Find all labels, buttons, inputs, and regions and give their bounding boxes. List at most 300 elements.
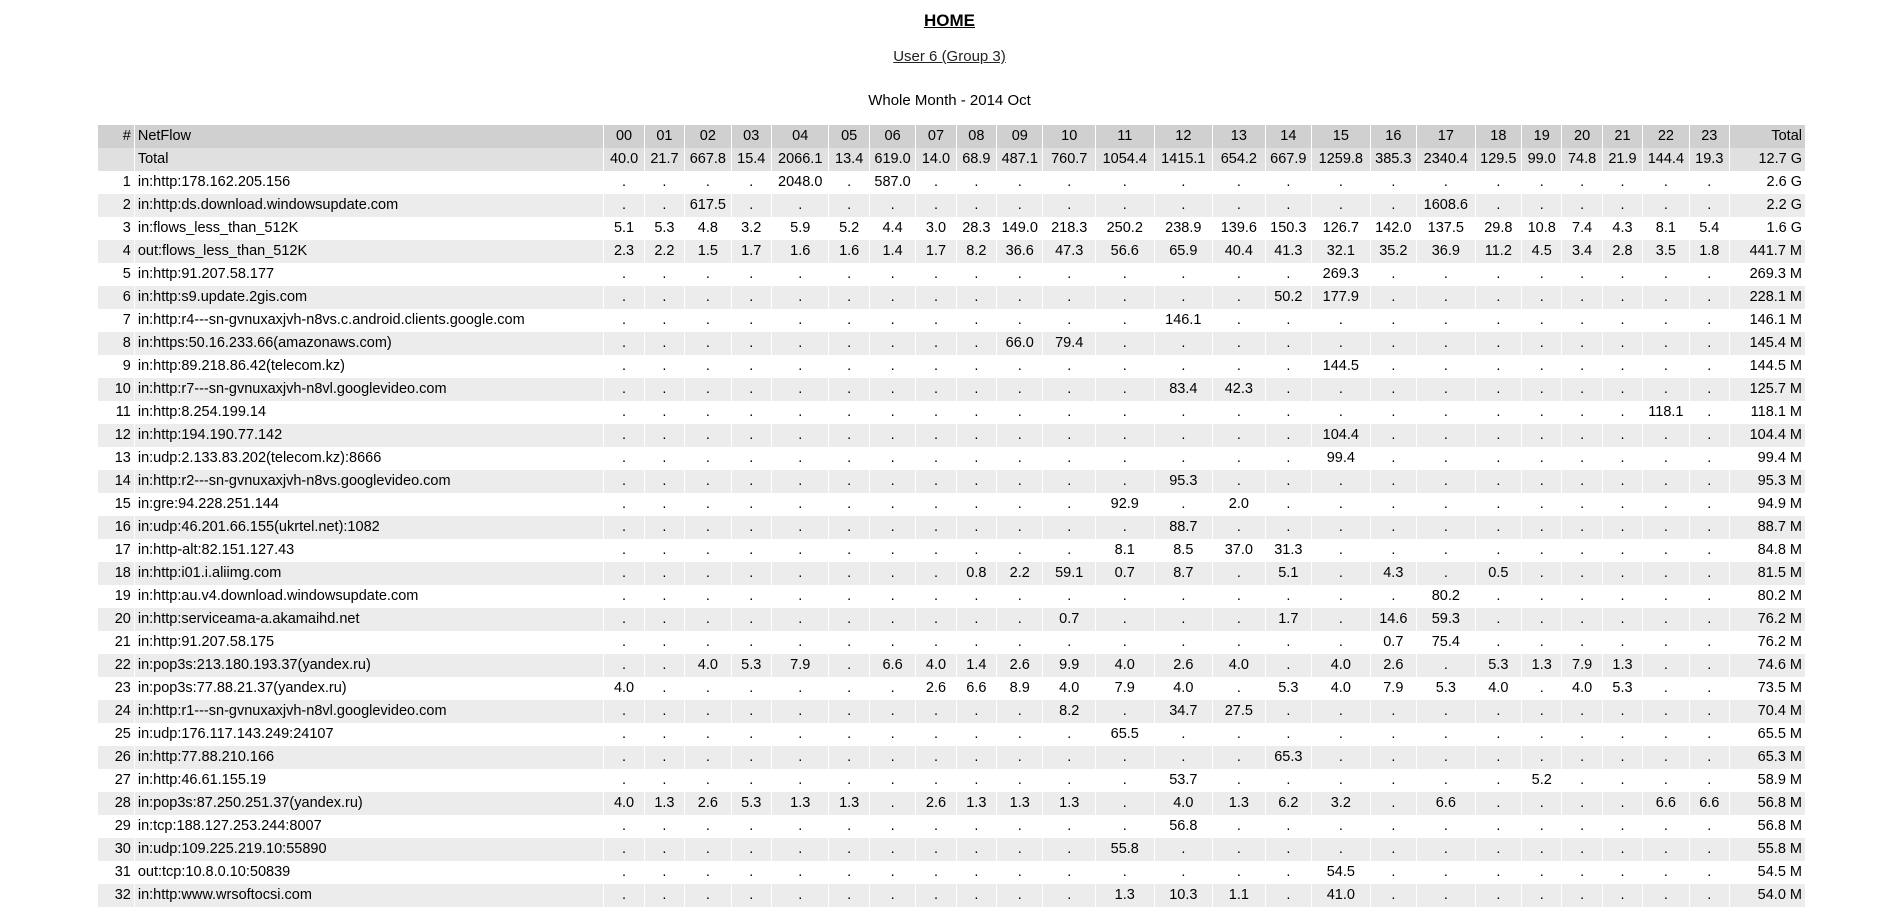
hour-value: .: [1643, 700, 1689, 723]
hour-value: .: [644, 838, 684, 861]
hour-value: .: [685, 884, 731, 907]
hour-value: .: [685, 861, 731, 884]
hour-value: .: [731, 838, 771, 861]
hour-value: .: [731, 585, 771, 608]
hour-value: 6.6: [1689, 792, 1729, 815]
total-row-hour-value: 487.1: [997, 148, 1043, 171]
hour-value: .: [604, 401, 644, 424]
hour-value: .: [1689, 631, 1729, 654]
hour-value: .: [1689, 194, 1729, 217]
hour-value: .: [1213, 838, 1266, 861]
hour-value: .: [644, 815, 684, 838]
hour-value: .: [771, 332, 829, 355]
hour-value: .: [604, 378, 644, 401]
hour-value: .: [869, 401, 915, 424]
hour-value: .: [1312, 332, 1371, 355]
hour-value: .: [1602, 539, 1642, 562]
hour-value: .: [1213, 769, 1266, 792]
hour-value: .: [1265, 700, 1311, 723]
hour-value: .: [1602, 470, 1642, 493]
hour-value: .: [1312, 171, 1371, 194]
column-header-hour: 21: [1602, 125, 1642, 148]
hour-value: 4.0: [604, 792, 644, 815]
hour-value: .: [1689, 470, 1729, 493]
netflow-name: in:http:r2---sn-gvnuxaxjvh-n8vs.googlevideo.com: [137, 473, 451, 489]
hour-value: .: [1602, 631, 1642, 654]
hour-value: .: [1213, 585, 1266, 608]
hour-value: .: [869, 884, 915, 907]
row-index: 30: [98, 838, 134, 861]
hour-value: .: [956, 401, 996, 424]
hour-value: .: [997, 723, 1043, 746]
hour-value: .: [731, 516, 771, 539]
hour-value: 126.7: [1312, 217, 1371, 240]
home-link[interactable]: HOME: [924, 11, 975, 30]
hour-value: .: [956, 746, 996, 769]
hour-value: .: [685, 815, 731, 838]
hour-value: 4.0: [1475, 677, 1521, 700]
hour-value: .: [1475, 585, 1521, 608]
hour-value: .: [916, 470, 956, 493]
hour-value: .: [604, 424, 644, 447]
hour-value: 59.1: [1043, 562, 1096, 585]
hour-value: .: [1312, 769, 1371, 792]
hour-value: .: [685, 332, 731, 355]
hour-value: .: [771, 585, 829, 608]
hour-value: .: [1095, 746, 1154, 769]
hour-value: .: [1043, 631, 1096, 654]
row-netflow-cell: [134, 769, 604, 792]
hour-value: .: [604, 769, 644, 792]
table-row: [98, 263, 1806, 286]
hour-value: .: [869, 355, 915, 378]
hour-value: .: [771, 493, 829, 516]
hour-value: .: [829, 194, 869, 217]
total-row-hour-value: 619.0: [869, 148, 915, 171]
hour-value: .: [1370, 263, 1416, 286]
hour-value: 3.2: [731, 217, 771, 240]
hour-value: .: [1643, 194, 1689, 217]
hour-value: .: [869, 861, 915, 884]
hour-value: 1.3: [771, 792, 829, 815]
hour-value: 4.0: [1043, 677, 1096, 700]
hour-value: .: [829, 355, 869, 378]
hour-value: .: [1689, 378, 1729, 401]
hour-value: .: [1689, 401, 1729, 424]
hour-value: .: [685, 838, 731, 861]
hour-value: 83.4: [1154, 378, 1213, 401]
hour-value: .: [1265, 769, 1311, 792]
hour-value: .: [685, 562, 731, 585]
hour-value: .: [731, 470, 771, 493]
table-row: [98, 723, 1806, 746]
hour-value: .: [1370, 493, 1416, 516]
hour-value: .: [1689, 447, 1729, 470]
hour-value: 4.8: [685, 217, 731, 240]
hour-value: .: [1154, 401, 1213, 424]
row-index: 23: [98, 677, 134, 700]
hour-value: .: [1370, 884, 1416, 907]
hour-value: .: [1154, 861, 1213, 884]
hour-value: .: [997, 378, 1043, 401]
hour-value: .: [1095, 309, 1154, 332]
table-row: [98, 447, 1806, 470]
hour-value: .: [1043, 378, 1096, 401]
hour-value: .: [1095, 194, 1154, 217]
home-heading: [0, 11, 1899, 31]
hour-value: 2.2: [997, 562, 1043, 585]
hour-value: .: [829, 746, 869, 769]
row-netflow-cell: [134, 378, 604, 401]
hour-value: .: [685, 355, 731, 378]
hour-value: .: [644, 884, 684, 907]
hour-value: .: [1562, 700, 1602, 723]
hour-value: .: [1562, 171, 1602, 194]
hour-value: .: [1213, 723, 1266, 746]
hour-value: .: [1043, 401, 1096, 424]
hour-value: .: [1522, 378, 1562, 401]
hour-value: 5.1: [604, 217, 644, 240]
hour-value: .: [1602, 884, 1642, 907]
row-total: 54.5 M: [1729, 861, 1805, 884]
hour-value: .: [956, 861, 996, 884]
hour-value: .: [1370, 286, 1416, 309]
hour-value: .: [869, 746, 915, 769]
total-row-label: Total: [134, 148, 604, 171]
hour-value: .: [1417, 470, 1476, 493]
hour-value: .: [829, 447, 869, 470]
row-netflow-cell: [134, 654, 604, 677]
hour-value: .: [829, 585, 869, 608]
hour-value: 8.2: [1043, 700, 1096, 723]
row-total: 2.2 G: [1729, 194, 1805, 217]
hour-value: 1608.6: [1417, 194, 1476, 217]
hour-value: .: [1370, 700, 1416, 723]
hour-value: .: [1475, 746, 1521, 769]
hour-value: 6.6: [956, 677, 996, 700]
row-netflow-cell: [134, 171, 604, 194]
hour-value: .: [1043, 171, 1096, 194]
hour-value: 3.4: [1562, 240, 1602, 263]
hour-value: .: [1643, 562, 1689, 585]
hour-value: 1.7: [916, 240, 956, 263]
hour-value: .: [1417, 769, 1476, 792]
hour-value: .: [1043, 746, 1096, 769]
hour-value: .: [997, 424, 1043, 447]
hour-value: .: [644, 447, 684, 470]
hour-value: .: [1312, 608, 1371, 631]
hour-value: .: [997, 355, 1043, 378]
row-index: 10: [98, 378, 134, 401]
total-row-hour-value: 667.9: [1265, 148, 1311, 171]
hour-value: .: [1265, 493, 1311, 516]
row-netflow-cell: [134, 240, 604, 263]
hour-value: .: [956, 355, 996, 378]
hour-value: .: [1475, 470, 1521, 493]
row-netflow-cell: [134, 608, 604, 631]
table-row: [98, 171, 1806, 194]
hour-value: .: [869, 838, 915, 861]
hour-value: .: [1043, 470, 1096, 493]
hour-value: .: [604, 539, 644, 562]
hour-value: 88.7: [1154, 516, 1213, 539]
total-row-hour-value: 40.0: [604, 148, 644, 171]
hour-value: .: [1154, 838, 1213, 861]
hour-value: 7.9: [1095, 677, 1154, 700]
hour-value: .: [731, 746, 771, 769]
hour-value: .: [869, 769, 915, 792]
hour-value: .: [1312, 562, 1371, 585]
hour-value: .: [1095, 769, 1154, 792]
hour-value: .: [956, 309, 996, 332]
netflow-name: in:udp:109.225.219.10:55890: [137, 841, 327, 857]
hour-value: .: [1312, 631, 1371, 654]
hour-value: .: [1475, 378, 1521, 401]
row-netflow-cell: [134, 884, 604, 907]
hour-value: .: [1562, 884, 1602, 907]
row-total: 70.4 M: [1729, 700, 1805, 723]
hour-value: .: [604, 585, 644, 608]
hour-value: .: [1643, 838, 1689, 861]
hour-value: 6.2: [1265, 792, 1311, 815]
hour-value: .: [916, 309, 956, 332]
hour-value: .: [685, 631, 731, 654]
netflow-name: in:http:serviceama-a.akamaihd.net: [137, 611, 360, 627]
row-netflow-cell: [134, 585, 604, 608]
hour-value: .: [829, 631, 869, 654]
hour-value: .: [1643, 355, 1689, 378]
hour-value: .: [644, 654, 684, 677]
hour-value: .: [1475, 447, 1521, 470]
netflow-name: in:http:r4---sn-gvnuxaxjvh-n8vs.c.android.clients.google.com: [137, 312, 525, 328]
hour-value: .: [1602, 769, 1642, 792]
hour-value: .: [685, 516, 731, 539]
hour-value: .: [829, 608, 869, 631]
hour-value: .: [1522, 263, 1562, 286]
total-row: [98, 148, 1806, 171]
hour-value: .: [604, 654, 644, 677]
hour-value: .: [1522, 171, 1562, 194]
table-row: [98, 493, 1806, 516]
hour-value: .: [1213, 194, 1266, 217]
hour-value: .: [685, 447, 731, 470]
hour-value: .: [1475, 171, 1521, 194]
hour-value: 142.0: [1370, 217, 1416, 240]
hour-value: .: [956, 723, 996, 746]
row-netflow-cell: [134, 677, 604, 700]
hour-value: .: [869, 723, 915, 746]
hour-value: .: [1417, 378, 1476, 401]
hour-value: .: [771, 608, 829, 631]
hour-value: .: [1475, 263, 1521, 286]
hour-value: .: [1522, 309, 1562, 332]
hour-value: .: [644, 194, 684, 217]
hour-value: .: [731, 263, 771, 286]
row-total: 88.7 M: [1729, 516, 1805, 539]
hour-value: .: [956, 424, 996, 447]
hour-value: 31.3: [1265, 539, 1311, 562]
hour-value: .: [1370, 401, 1416, 424]
period-title: Whole Month - 2014 Oct: [868, 92, 1031, 109]
total-row-hour-value: 760.7: [1043, 148, 1096, 171]
row-total: 81.5 M: [1729, 562, 1805, 585]
hour-value: 4.0: [1095, 654, 1154, 677]
hour-value: .: [829, 884, 869, 907]
hour-value: .: [1562, 838, 1602, 861]
hour-value: .: [1417, 838, 1476, 861]
hour-value: .: [604, 631, 644, 654]
hour-value: 1.7: [731, 240, 771, 263]
hour-value: 144.5: [1312, 355, 1371, 378]
hour-value: .: [1475, 194, 1521, 217]
hour-value: .: [1562, 539, 1602, 562]
hour-value: .: [1265, 263, 1311, 286]
hour-value: .: [1213, 447, 1266, 470]
hour-value: 10.8: [1522, 217, 1562, 240]
hour-value: .: [685, 378, 731, 401]
table-row: [98, 792, 1806, 815]
hour-value: .: [829, 723, 869, 746]
hour-value: .: [771, 838, 829, 861]
column-header-hour: 07: [916, 125, 956, 148]
hour-value: .: [997, 447, 1043, 470]
hour-value: .: [1043, 263, 1096, 286]
netflow-name: in:udp:176.117.143.249:24107: [137, 726, 334, 742]
hour-value: .: [916, 493, 956, 516]
table-row: [98, 677, 1806, 700]
hour-value: 2.2: [644, 240, 684, 263]
hour-value: .: [829, 677, 869, 700]
hour-value: .: [604, 884, 644, 907]
hour-value: .: [1370, 355, 1416, 378]
hour-value: .: [1602, 401, 1642, 424]
hour-value: .: [829, 516, 869, 539]
table-row: [98, 631, 1806, 654]
hour-value: 11.2: [1475, 240, 1521, 263]
hour-value: .: [1562, 608, 1602, 631]
hour-value: .: [1562, 631, 1602, 654]
hour-value: 5.2: [1522, 769, 1562, 792]
hour-value: .: [1602, 516, 1642, 539]
hour-value: .: [916, 769, 956, 792]
row-total: 269.3 M: [1729, 263, 1805, 286]
user-group-link[interactable]: User 6 (Group 3): [893, 48, 1006, 65]
row-netflow-cell: [134, 217, 604, 240]
hour-value: .: [869, 516, 915, 539]
hour-value: .: [1095, 792, 1154, 815]
hour-value: 55.8: [1095, 838, 1154, 861]
row-index: 2: [98, 194, 134, 217]
row-index: 7: [98, 309, 134, 332]
hour-value: 65.5: [1095, 723, 1154, 746]
hour-value: .: [1213, 470, 1266, 493]
hour-value: .: [869, 792, 915, 815]
hour-value: .: [1562, 286, 1602, 309]
hour-value: .: [1213, 332, 1266, 355]
hour-value: .: [1689, 263, 1729, 286]
hour-value: .: [1562, 194, 1602, 217]
hour-value: 6.6: [869, 654, 915, 677]
netflow-name: in:udp:2.133.83.202(telecom.kz):8666: [137, 450, 382, 466]
hour-value: .: [1265, 585, 1311, 608]
hour-value: 3.0: [916, 217, 956, 240]
hour-value: .: [771, 815, 829, 838]
hour-value: .: [829, 700, 869, 723]
hour-value: .: [869, 677, 915, 700]
hour-value: .: [1562, 769, 1602, 792]
hour-value: .: [644, 516, 684, 539]
hour-value: 37.0: [1213, 539, 1266, 562]
hour-value: .: [1475, 332, 1521, 355]
table-row: [98, 654, 1806, 677]
hour-value: .: [1213, 401, 1266, 424]
hour-value: 2.8: [1602, 240, 1642, 263]
table-row: [98, 309, 1806, 332]
hour-value: .: [644, 424, 684, 447]
hour-value: .: [685, 539, 731, 562]
hour-value: .: [1602, 355, 1642, 378]
row-index: 8: [98, 332, 134, 355]
hour-value: .: [956, 447, 996, 470]
hour-value: .: [644, 562, 684, 585]
hour-value: 36.6: [997, 240, 1043, 263]
hour-value: 1.3: [1095, 884, 1154, 907]
hour-value: .: [1043, 194, 1096, 217]
hour-value: .: [604, 263, 644, 286]
row-total: 65.5 M: [1729, 723, 1805, 746]
hour-value: 3.2: [1312, 792, 1371, 815]
hour-value: .: [1043, 585, 1096, 608]
hour-value: .: [956, 470, 996, 493]
row-total: 441.7 M: [1729, 240, 1805, 263]
hour-value: .: [1370, 516, 1416, 539]
hour-value: .: [1095, 861, 1154, 884]
hour-value: .: [1602, 815, 1642, 838]
hour-value: .: [1265, 309, 1311, 332]
row-total: 118.1 M: [1729, 401, 1805, 424]
hour-value: .: [644, 470, 684, 493]
hour-value: .: [1312, 194, 1371, 217]
hour-value: .: [869, 286, 915, 309]
row-index: 3: [98, 217, 134, 240]
row-index: 26: [98, 746, 134, 769]
hour-value: .: [731, 539, 771, 562]
hour-value: .: [1562, 309, 1602, 332]
hour-value: 2.6: [1154, 654, 1213, 677]
hour-value: .: [1370, 470, 1416, 493]
column-header-hour: 14: [1265, 125, 1311, 148]
hour-value: .: [1417, 516, 1476, 539]
hour-value: .: [604, 286, 644, 309]
netflow-name: in:http:s9.update.2gis.com: [137, 289, 308, 305]
hour-value: 2048.0: [771, 171, 829, 194]
hour-value: .: [1475, 861, 1521, 884]
hour-value: 1.5: [685, 240, 731, 263]
user-heading: [0, 48, 1899, 65]
hour-value: .: [1522, 723, 1562, 746]
row-index: 13: [98, 447, 134, 470]
hour-value: .: [1475, 815, 1521, 838]
row-index: 16: [98, 516, 134, 539]
hour-value: .: [1370, 746, 1416, 769]
hour-value: 8.1: [1095, 539, 1154, 562]
hour-value: .: [1562, 493, 1602, 516]
hour-value: .: [1265, 447, 1311, 470]
hour-value: .: [1522, 332, 1562, 355]
hour-value: .: [1265, 723, 1311, 746]
hour-value: .: [1689, 286, 1729, 309]
hour-value: .: [604, 815, 644, 838]
